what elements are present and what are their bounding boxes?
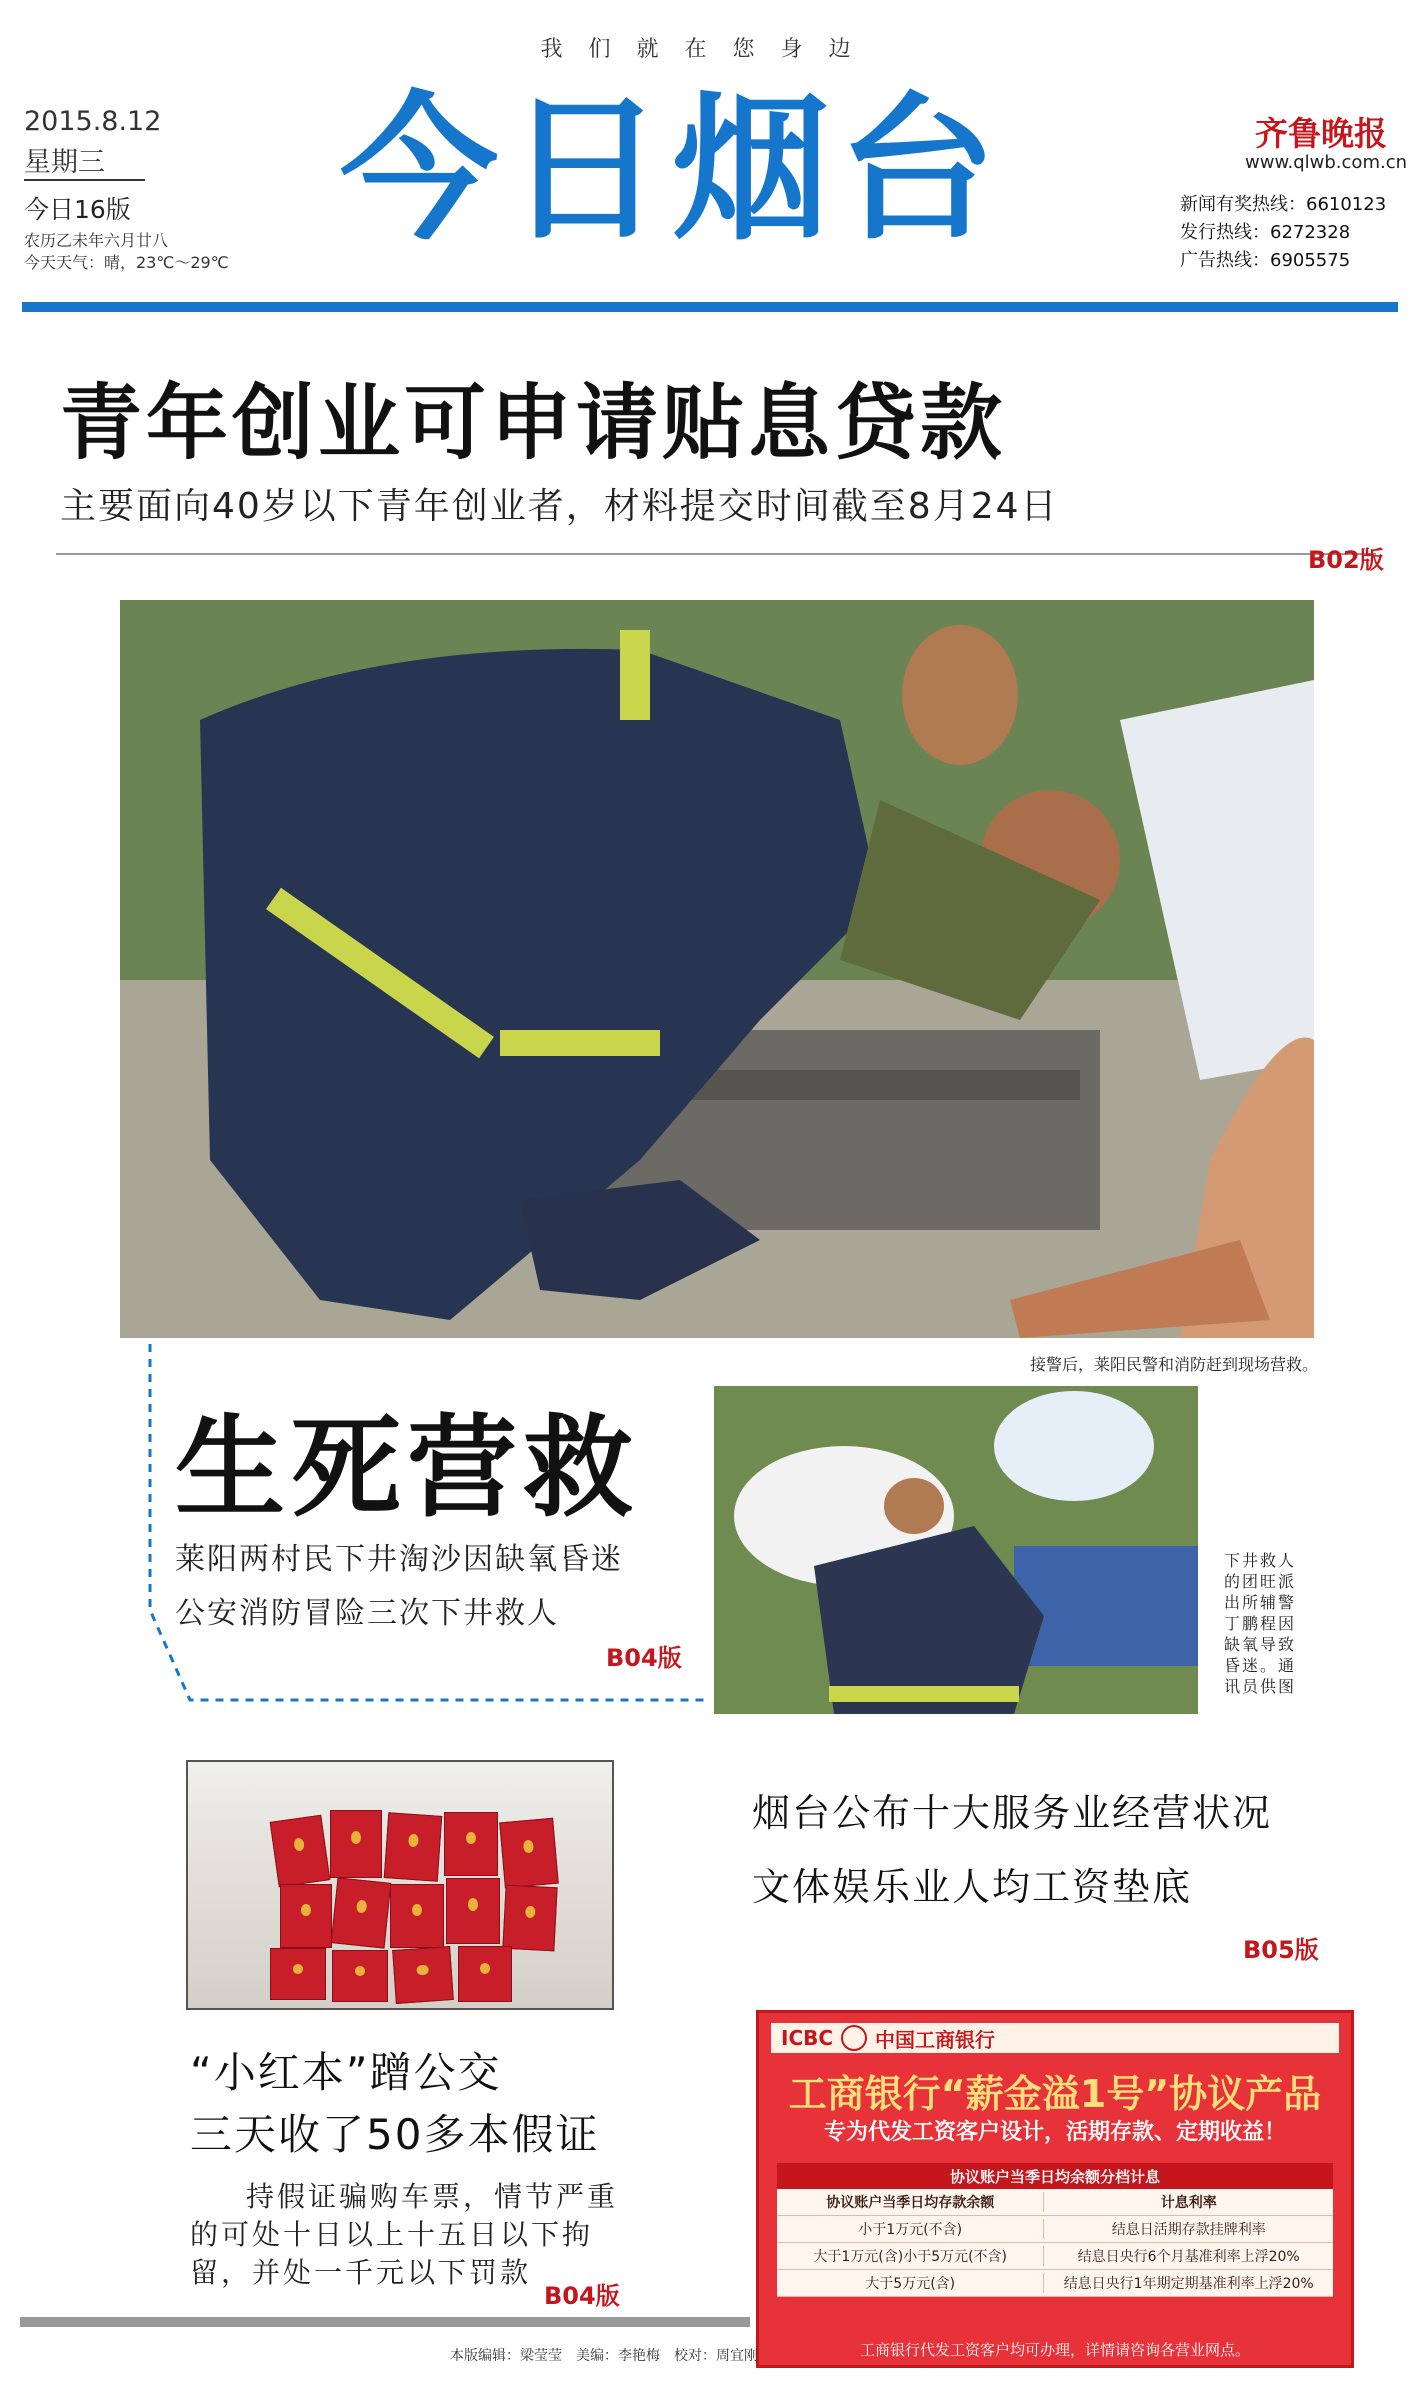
hotline-number: 6272328: [1270, 222, 1351, 243]
red-book: [330, 1810, 382, 1878]
red-book: [331, 1877, 392, 1948]
icbc-advertisement[interactable]: [756, 2010, 1354, 2368]
masthead-title: 今日烟台: [340, 78, 1004, 262]
hotline-label: 发行热线：: [1180, 222, 1270, 243]
small-photo-illustration: [714, 1386, 1198, 1714]
red-book: [499, 1818, 559, 1888]
ad-table-cell: 结息日活期存款挂牌利率: [1111, 2222, 1266, 2238]
editor-credits: 本版编辑：梁莹莹 美编：李艳梅 校对：周宜刚: [450, 2348, 758, 2364]
service-story-line-1[interactable]: 烟台公布十大服务业经营状况: [752, 1791, 1273, 1835]
hotline-number: 6905575: [1270, 250, 1351, 271]
ad-table-header: [777, 2189, 1333, 2216]
issue-date: 2015.8.12: [24, 106, 162, 137]
red-book: [392, 1946, 454, 2004]
slogan: 我们就在您身边: [540, 37, 877, 62]
red-book: [444, 1812, 498, 1876]
ad-table-row: [777, 2270, 1333, 2297]
ad-table-cell: 大于5万元(含): [777, 2273, 1044, 2293]
hotline-label: 广告热线：: [1180, 250, 1270, 271]
rescue-title[interactable]: 生死营救: [175, 1404, 639, 1532]
ad-table-row: [777, 2216, 1333, 2243]
hotline-distribution: [1180, 218, 1350, 244]
lead-page-ref[interactable]: B02版: [1308, 546, 1384, 574]
masthead-divider: [22, 302, 1398, 312]
hotline-ads: [1180, 246, 1350, 272]
ad-table-cell: 小于1万元(不含): [777, 2219, 1044, 2239]
icbc-logo-icon: [841, 2025, 867, 2051]
service-story-line-2[interactable]: 文体娱乐业人均工资垫底: [752, 1865, 1193, 1909]
rescue-subtitle-line-1: 莱阳两村民下井淘沙因缺氧昏迷: [175, 1542, 623, 1577]
ad-table-cell: 结息日央行6个月基准利率上浮20%: [1077, 2249, 1300, 2265]
ad-table-header-cell: 协议账户当季日均存款余额: [777, 2192, 1044, 2212]
rescue-small-photo: [714, 1386, 1198, 1714]
rescue-subtitle-line-2: 公安消防冒险三次下井救人: [175, 1596, 559, 1631]
lunar-date: 农历乙未年六月廿八: [24, 231, 169, 250]
red-book: [446, 1878, 500, 1944]
lead-divider: [56, 553, 1376, 555]
ad-table-header-cell: 计息利率: [1160, 2195, 1217, 2211]
ad-subtitle: 专为代发工资客户设计，活期存款、定期收益！: [823, 2120, 1286, 2145]
red-book-body: 持假证骗购车票，情节严重的可处十日以上十五日以下拘留，并处一千元以下罚款: [190, 2180, 619, 2289]
main-photo-caption: 接警后，莱阳民警和消防赶到现场营救。: [1030, 1355, 1319, 1374]
hotline-number: 6610123: [1306, 194, 1387, 215]
ad-title: 工商银行“薪金溢1号”协议产品: [788, 2072, 1322, 2116]
red-book: [332, 1950, 388, 2002]
weather: 今天天气：晴，23℃～29℃: [24, 253, 229, 272]
red-book: [502, 1885, 557, 1952]
partner-logo: 齐鲁晚报: [1255, 114, 1387, 153]
red-book-title-line-2[interactable]: 三天收了50多本假证: [190, 2110, 600, 2159]
red-book-page-ref[interactable]: B04版: [544, 2282, 620, 2310]
ad-footer: 工商银行代发工资客户均可办理，详情请咨询各营业网点。: [859, 2341, 1250, 2359]
ad-table-cell: 结息日央行1年期定期基准利率上浮20%: [1063, 2276, 1314, 2292]
red-book: [270, 1948, 326, 2000]
partner-url[interactable]: www.qlwb.com.cn: [1245, 152, 1407, 173]
masthead-logo: [340, 70, 1070, 270]
ad-rate-table: [777, 2163, 1333, 2297]
rescue-page-ref[interactable]: B04版: [606, 1644, 682, 1672]
red-book: [280, 1884, 332, 1948]
red-book: [390, 1884, 444, 1948]
hotline-news: [1180, 190, 1386, 216]
edition-pages: 今日16版: [24, 195, 131, 224]
ad-table-cell: 大于1万元(含)小于5万元(不含): [777, 2246, 1044, 2266]
red-book-title-line-1[interactable]: “小红本”蹭公交: [190, 2048, 502, 2097]
hotline-label: 新闻有奖热线：: [1180, 194, 1306, 215]
rescue-photo-illustration: [120, 600, 1314, 1338]
service-page-ref[interactable]: B05版: [1243, 1936, 1319, 1964]
small-photo-caption: 下井救人的团旺派出所辅警丁鹏程因缺氧导致昏迷。通讯员供图: [1224, 1551, 1297, 1696]
ad-table-caption: 协议账户当季日均余额分档计息: [777, 2163, 1333, 2189]
fake-certificates-photo: [186, 1760, 614, 2010]
bottom-divider: [20, 2317, 750, 2327]
lead-headline[interactable]: 青年创业可申请贴息贷款: [60, 376, 1007, 471]
ad-table-row: [777, 2243, 1333, 2270]
lead-subhead: 主要面向40岁以下青年创业者，材料提交时间截至8月24日: [60, 486, 1059, 527]
bank-name: 中国工商银行: [875, 2027, 996, 2052]
weekday: 星期三: [24, 140, 145, 181]
ad-brand-bar: [771, 2023, 1339, 2053]
red-book: [270, 1815, 331, 1888]
icbc-logo-text: ICBC: [781, 2026, 834, 2050]
red-book: [458, 1946, 512, 2002]
red-book: [384, 1812, 442, 1882]
rescue-main-photo: [120, 600, 1314, 1338]
